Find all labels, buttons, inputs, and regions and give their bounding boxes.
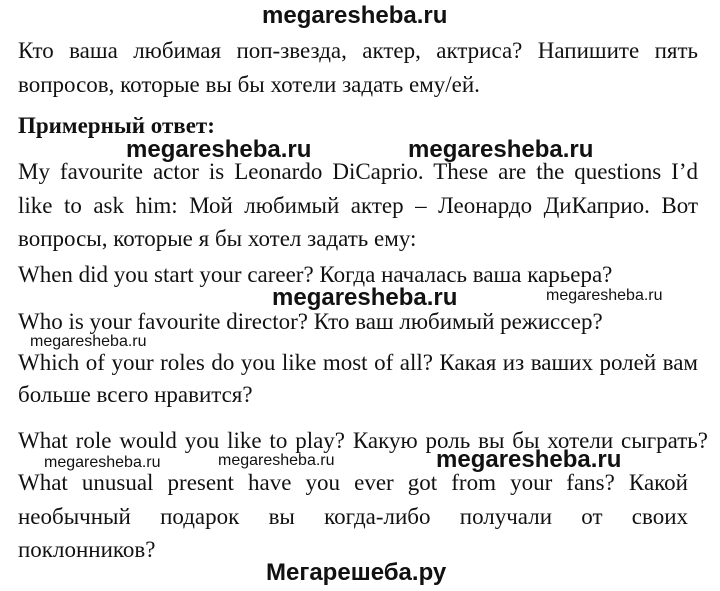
watermark-inline-2: megaresheba.ru <box>408 136 594 163</box>
intro-line-1: My favourite actor is Leonardo DiCaprio. These are the questions I’d <box>18 159 698 184</box>
question-3-line-2: больше всего нравится? <box>18 382 253 407</box>
intro-line-3: вопросы, которые я бы хотел задать ему: <box>18 226 417 251</box>
watermark-small-1: megaresheba.ru <box>546 287 663 304</box>
watermark-small-4: megaresheba.ru <box>218 452 335 469</box>
question-2: Who is your favourite director? Кто ваш любимый режиссер? <box>18 309 603 334</box>
question-3-line-1: Which of your roles do you like most of all? Какая из ваших ролей вам <box>18 350 698 375</box>
question-5-line-1: What unusual present have you ever got from your fans? Какой <box>18 470 688 495</box>
answer-heading: Примерный ответ: <box>18 113 215 138</box>
watermark-inline-3: megaresheba.ru <box>272 284 458 311</box>
intro-line-2: like to ask him: Мой любимый актер – Леонардо ДиКаприо. Вот <box>18 193 698 218</box>
question-1: When did you start your career? Когда началась ваша карьера? <box>18 262 613 287</box>
question-5-line-3: поклонников? <box>18 537 156 562</box>
header-watermark: megaresheba.ru <box>262 2 448 29</box>
watermark-small-2: megaresheba.ru <box>30 333 147 350</box>
watermark-inline-4: megaresheba.ru <box>436 446 622 473</box>
task-line-2: вопросов, которые вы бы хотели задать ему/ей. <box>18 72 480 97</box>
question-5-line-2: необычный подарок вы когда-либо получали от своих <box>18 504 688 529</box>
footer-watermark: Мегарешеба.ру <box>266 559 447 586</box>
task-line-1: Кто ваша любимая поп-звезда, актер, актриса? Напишите пять <box>18 38 698 63</box>
question-4: What role would you like to play? Какую роль вы бы хотели сыграть? <box>18 428 708 453</box>
watermark-small-3: megaresheba.ru <box>44 454 161 471</box>
watermark-inline-1: megaresheba.ru <box>126 136 312 163</box>
